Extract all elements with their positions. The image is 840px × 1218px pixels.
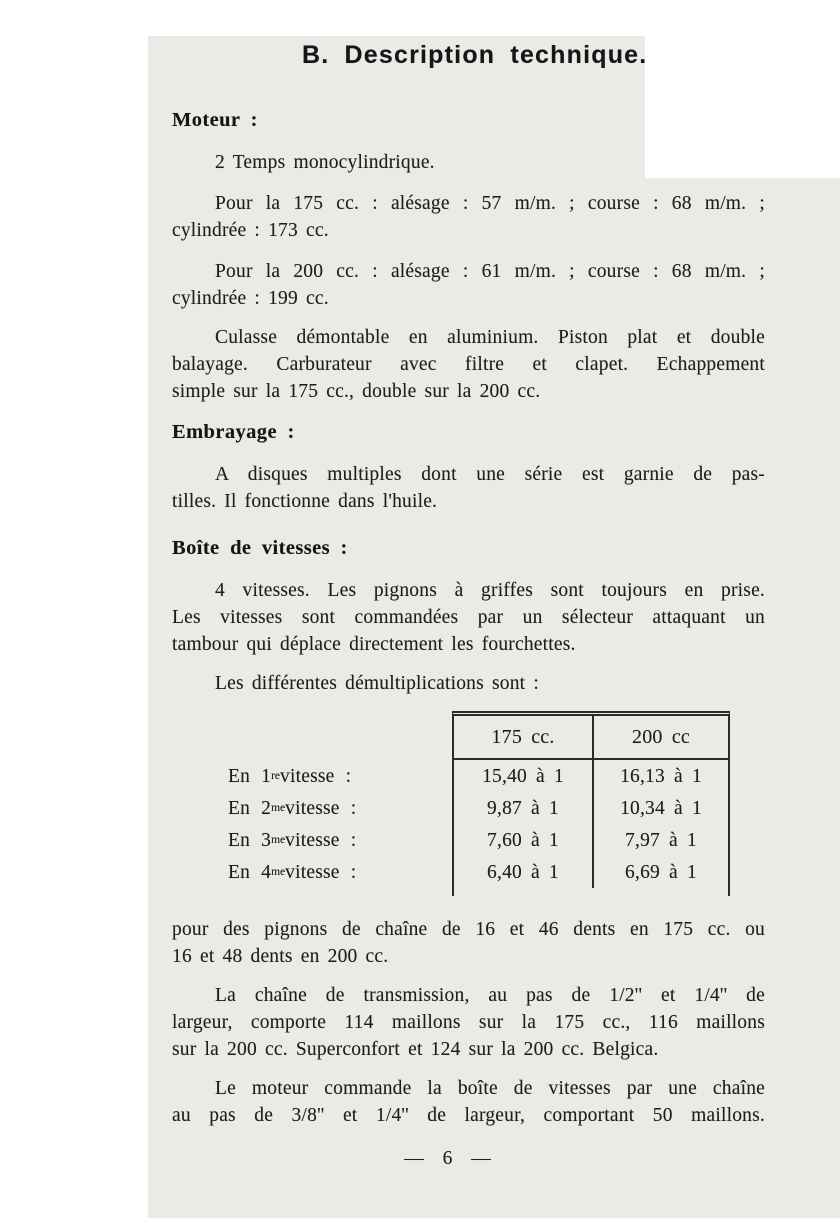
paragraph-line: largeur, comporte 114 maillons sur la 175 cc., 116 maillons: [172, 1012, 765, 1033]
paragraph-line: au pas de 3/8'' et 1/4'' de largeur, comportant 50 maillons.: [172, 1105, 765, 1126]
paragraph-line: Les vitesses sont commandées par un sélecteur attaquant un: [172, 607, 765, 628]
paragraph-line: Pour la 200 cc. : alésage : 61 m/m. ; course : 68 m/m. ;: [215, 261, 765, 282]
paragraph: [172, 190, 765, 244]
paragraph-line: cylindrée : 199 cc.: [172, 288, 329, 309]
paragraph: [172, 982, 765, 1063]
paragraph-line: 16 et 48 dents en 200 cc.: [172, 946, 389, 967]
ratio-cell: 6,69 à 1: [625, 861, 697, 883]
paragraph-line: sur la 200 cc. Superconfort et 124 sur la 200 cc. Belgica.: [172, 1039, 659, 1060]
column-header-200cc: 200 cc: [632, 725, 690, 748]
section-heading-moteur: Moteur :: [172, 109, 258, 131]
paragraph-line: pour des pignons de chaîne de 16 et 46 dents en 175 cc. ou: [172, 919, 765, 940]
gear-ratio-table: [228, 711, 765, 896]
table-row: [454, 856, 728, 888]
paragraph-line: tilles. Il fonctionne dans l'huile.: [172, 491, 438, 512]
gear-ratio-header-row: [454, 716, 728, 760]
row-label-3me: En 3 me vitesse :: [228, 829, 357, 851]
paragraph-line: Le moteur commande la boîte de vitesses par une chaîne: [215, 1078, 765, 1099]
ratio-cell: 7,60 à 1: [454, 824, 594, 856]
paragraph: [172, 670, 765, 697]
ratio-cell: 16,13 à 1: [620, 765, 702, 787]
gear-ratio-row-labels: [228, 760, 452, 896]
paragraph: [172, 149, 765, 176]
table-row: [454, 824, 728, 856]
paragraph-line: tambour qui déplace directement les fourchettes.: [172, 634, 576, 655]
paragraph-line: 2 Temps monocylindrique.: [215, 152, 435, 173]
paragraph-line: simple sur la 175 cc., double sur la 200 cc.: [172, 381, 541, 402]
row-label-4me: En 4 me vitesse :: [228, 861, 357, 883]
gear-ratio-box: [452, 711, 730, 896]
ratio-cell: 10,34 à 1: [620, 797, 702, 819]
column-header-175cc: 175 cc.: [454, 716, 594, 758]
paragraph: [172, 916, 765, 970]
paragraph: [172, 577, 765, 658]
page-title: B. Description technique.: [302, 41, 648, 69]
paragraph: [172, 461, 765, 515]
paragraph-line: 4 vitesses. Les pignons à griffes sont toujours en prise.: [215, 580, 765, 601]
paragraph-line: Pour la 175 cc. : alésage : 57 m/m. ; course : 68 m/m. ;: [215, 193, 765, 214]
row-label-1re: En 1 re vitesse :: [228, 765, 352, 787]
page-content: [172, 42, 765, 1172]
section-heading-embrayage: Embrayage :: [172, 421, 295, 443]
paragraph-line: cylindrée : 173 cc.: [172, 220, 329, 241]
table-row: [454, 792, 728, 824]
paragraph-line: balayage. Carburateur avec filtre et clapet. Echappement: [172, 354, 765, 375]
ratio-cell: 15,40 à 1: [454, 760, 594, 792]
section-heading-boite: Boîte de vitesses :: [172, 537, 348, 559]
paragraph-line: Culasse démontable en aluminium. Piston plat et double: [215, 327, 765, 348]
paragraph: [172, 1075, 765, 1129]
page-number: — 6 —: [404, 1148, 493, 1169]
ratio-cell: 6,40 à 1: [454, 856, 594, 888]
paragraph: [172, 258, 765, 312]
paragraph-line: Les différentes démultiplications sont :: [215, 673, 539, 694]
ratio-cell: 7,97 à 1: [625, 829, 697, 851]
ratio-cell: 9,87 à 1: [454, 792, 594, 824]
paragraph-line: A disques multiples dont une série est garnie de pas-: [215, 464, 765, 485]
paragraph: [172, 324, 765, 405]
table-row: [454, 760, 728, 792]
row-label-2me: En 2 me vitesse :: [228, 797, 357, 819]
paragraph-line: La chaîne de transmission, au pas de 1/2'' et 1/4'' de: [215, 985, 765, 1006]
